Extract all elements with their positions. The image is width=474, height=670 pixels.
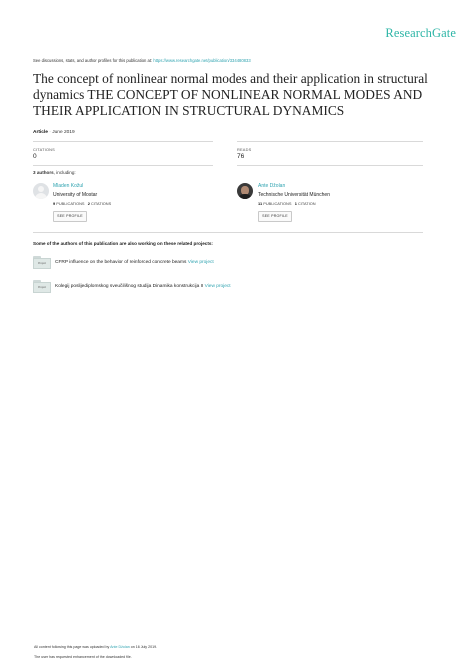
- meta-separator: ·: [49, 130, 51, 135]
- author-publications-count: 9: [53, 201, 56, 206]
- citations-label: CITATIONS: [33, 147, 55, 152]
- author-stats: [258, 201, 316, 206]
- author-citations-count: 2: [87, 201, 90, 206]
- project-folder-icon: [33, 280, 51, 293]
- divider-left-2: [33, 165, 213, 166]
- citations-count: 0: [33, 153, 37, 160]
- author-citations-count: 1: [294, 201, 297, 206]
- reads-label: READS: [237, 147, 252, 152]
- author-institution: Technische Universität München: [258, 192, 330, 198]
- authors-suffix: , including:: [53, 170, 76, 175]
- uploader-link[interactable]: Ante Džolan: [110, 645, 130, 649]
- author-institution: University of Mostar: [53, 192, 98, 198]
- project-title: CFRP influence on the behavior of reinforced concrete beams: [55, 260, 187, 265]
- publication-title: The concept of nonlinear normal modes and their application in structural dynamics THE CONCEPT OF NONLINEAR NORMAL MODES AND THEIR APPLICATION IN STRUCTURAL DYNAMICS: [33, 71, 428, 118]
- author-citations-label: CITATION: [297, 201, 316, 206]
- author-publications-label: PUBLICATIONS: [263, 201, 292, 206]
- author-name[interactable]: Ante Džolan: [258, 183, 286, 189]
- author-name[interactable]: Mladen Kožul: [53, 183, 84, 189]
- avatar-head: [38, 186, 44, 192]
- see-profile-button[interactable]: SEE PROFILE: [53, 211, 87, 222]
- project-item: [55, 284, 231, 289]
- header-bar: [0, 0, 474, 46]
- author-citations-label: CITATIONS: [91, 201, 112, 206]
- avatar-shirt: [238, 194, 252, 199]
- publication-link[interactable]: https://www.researchgate.net/publication/334480833: [153, 58, 251, 63]
- view-project-link[interactable]: View project: [187, 260, 214, 265]
- discussion-text: See discussions, stats, and author profiles for this publication at:: [33, 58, 153, 63]
- project-icon-label: Project: [37, 262, 47, 265]
- divider-right-2: [237, 165, 423, 166]
- avatar[interactable]: [237, 183, 253, 199]
- avatar[interactable]: [33, 183, 49, 199]
- authors-count: 3 authors: [33, 170, 54, 175]
- project-item: [55, 260, 214, 265]
- divider-projects: [33, 232, 423, 233]
- author-stats: [53, 201, 111, 206]
- footer-suffix: on 16 July 2019.: [130, 645, 158, 649]
- project-folder-icon: [33, 256, 51, 269]
- divider-right: [237, 141, 423, 142]
- authors-heading: [33, 170, 76, 175]
- footer-prefix: All content following this page was uploaded by: [34, 645, 110, 649]
- related-projects-heading: Some of the authors of this publication are also working on these related projects:: [33, 241, 213, 246]
- publication-type: Article: [33, 130, 48, 135]
- see-profile-button[interactable]: SEE PROFILE: [258, 211, 292, 222]
- footer-enhancement-note: The user has requested enhancement of the downloaded file.: [34, 655, 132, 659]
- divider-left: [33, 141, 213, 142]
- project-icon-label: Project: [37, 286, 47, 289]
- view-project-link[interactable]: View project: [204, 284, 231, 289]
- publication-meta: [33, 130, 75, 135]
- author-publications-count: 11: [258, 201, 263, 206]
- project-title: Kolegij poslijediplomskog sveučilišnog studija Dinamika konstrukcija II: [55, 284, 204, 289]
- reads-count: 76: [237, 153, 245, 160]
- researchgate-logo[interactable]: ResearchGate: [385, 26, 456, 40]
- publication-date: June 2019: [52, 130, 75, 135]
- avatar-body: [35, 193, 47, 199]
- discussion-line: [33, 58, 251, 63]
- footer-upload-line: [34, 645, 157, 649]
- author-publications-label: PUBLICATIONS: [56, 201, 85, 206]
